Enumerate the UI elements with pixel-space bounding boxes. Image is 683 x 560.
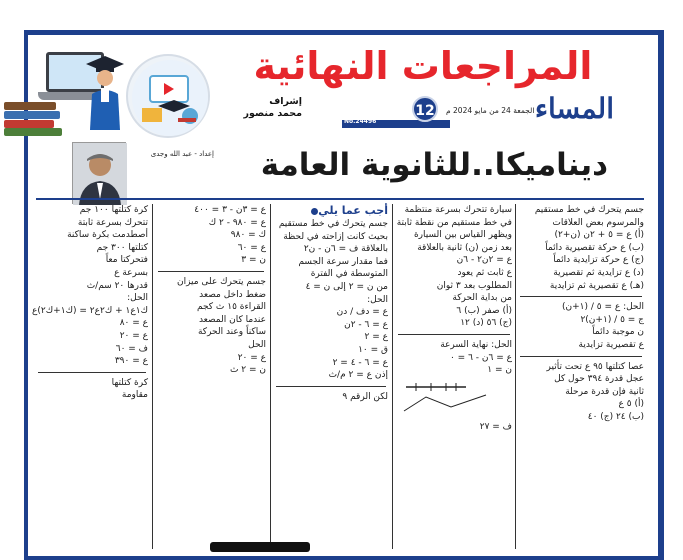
text-line: كرة كتلتها bbox=[111, 377, 148, 388]
text-line: ع = ٢ bbox=[364, 332, 388, 343]
column-1 bbox=[518, 204, 644, 549]
text-line: ع ثابت ثم يعود bbox=[457, 267, 512, 278]
text-line: المتوسطة في الفترة bbox=[310, 269, 388, 280]
text-line: ع = ٦٠ bbox=[237, 242, 266, 253]
text-line: ضغط داخل مصعد bbox=[199, 289, 266, 300]
answers-heading bbox=[274, 204, 388, 218]
text-line: ع = ٦ن - ٦ = ٠ bbox=[449, 352, 512, 363]
separator bbox=[38, 372, 146, 373]
separator bbox=[520, 296, 642, 297]
text-line: ج = ٥ / (١+ن)٢ bbox=[580, 314, 644, 325]
section-title: ديناميكا..للثانوية العامة bbox=[260, 147, 608, 183]
text-line: جسم يتحرك في خط مستقيم bbox=[534, 205, 644, 215]
text-line: عندما كان المصعد bbox=[198, 314, 266, 325]
text-line: والمرسوم بعض العلاقات bbox=[552, 217, 644, 228]
text-line: مقاومة bbox=[121, 390, 148, 401]
text-line: في خط مستقيم من نقطة ثابتة bbox=[396, 217, 512, 228]
title-rule bbox=[36, 198, 644, 200]
newspaper-masthead: المساء bbox=[534, 92, 614, 125]
header-illustration bbox=[4, 48, 229, 138]
column-divider bbox=[515, 204, 516, 549]
column-4 bbox=[156, 204, 266, 549]
text-line: الحل: ع = ٥ / (١+ن) bbox=[561, 302, 644, 313]
text-line: ك = ٩٨٠ bbox=[230, 230, 266, 241]
text-line: ع = ٩٨٠ - ٢ ك bbox=[208, 217, 266, 228]
text-line: ن = ٣ bbox=[241, 255, 266, 266]
column-2 bbox=[396, 204, 512, 549]
text-line: ع تقصيرية تزايدية bbox=[578, 339, 644, 350]
text-line: القراءة ١٥ ث كجم bbox=[196, 302, 266, 313]
bottom-bar bbox=[210, 542, 310, 552]
column-divider bbox=[152, 204, 153, 549]
text-line: (أ) ع = ٥ + ٢ن (ن+٢) bbox=[554, 230, 644, 241]
text-line: ع = ٣ن - ٣ = ٤٠٠ bbox=[194, 205, 266, 215]
text-line: قدرها ٢٠ سم/ث bbox=[86, 280, 148, 291]
text-line: جسم يتحرك في خط مستقيم bbox=[278, 219, 388, 229]
separator bbox=[276, 386, 386, 387]
issue-number: No.24496 bbox=[344, 118, 377, 125]
text-line: الحل: bbox=[127, 293, 148, 304]
publication-date: الجمعة 24 من مايو 2024 م bbox=[446, 106, 535, 115]
text-line: إذن ع = ٢ م/ث bbox=[328, 370, 388, 381]
text-line: (ب) ع حركة تقصيرية دائماً bbox=[545, 242, 644, 253]
banner-title: المراجعات النهائية bbox=[253, 44, 593, 88]
issue-badge: 12 bbox=[412, 96, 438, 122]
text-line: فتحركتا معاً bbox=[105, 255, 148, 266]
text-line: من ن = ٢ إلى ن = ٤ bbox=[305, 281, 388, 292]
text-line: بالعلاقة ف = ٦ن - ن٢ bbox=[303, 244, 388, 255]
separator bbox=[398, 334, 510, 335]
author-photo bbox=[72, 142, 126, 204]
text-line: كرة كتلتها ١٠٠ جم bbox=[79, 205, 148, 215]
text-line: ن = ٢ ث bbox=[229, 365, 266, 376]
text-line: بعد زمن (ن) ثانية بالعلاقة bbox=[417, 242, 512, 253]
graduate-icon bbox=[82, 54, 128, 130]
text-line: ع = ٣٩٠ bbox=[114, 356, 148, 367]
books-icon bbox=[4, 102, 64, 134]
number-line-sketch bbox=[396, 377, 506, 417]
text-line: بحيث كانت إزاحته في لحظة bbox=[283, 231, 388, 242]
column-divider bbox=[270, 204, 271, 549]
text-line: ع = ٦ - ٤ = ٢ bbox=[332, 357, 388, 368]
text-line: جسم يتحرك على ميزان bbox=[176, 276, 266, 287]
text-line: الحل bbox=[248, 339, 266, 350]
text-line: تتحرك بسرعة ثابتة bbox=[77, 217, 148, 228]
text-line: ثانية فإن قدرة مرحلة bbox=[565, 386, 644, 397]
education-icons-circle bbox=[126, 54, 210, 138]
column-5 bbox=[32, 204, 148, 549]
text-line: (أ) صفر (ب) ٦ bbox=[456, 305, 512, 316]
supervisor-label: إشراف bbox=[269, 96, 302, 107]
text-line: ف = ٢٧ bbox=[479, 421, 512, 432]
text-line: كتلتها ٣٠٠ جم bbox=[96, 242, 148, 253]
supervisor-name: محمد منصور bbox=[243, 108, 302, 119]
column-divider bbox=[392, 204, 393, 549]
frame-top-border bbox=[24, 30, 664, 35]
answers-heading-text: أجب عما يلي bbox=[318, 204, 388, 217]
text-line: فما مقدار سرعة الجسم bbox=[298, 256, 388, 267]
text-line: ع = ٢ن٢ - ٦ن bbox=[456, 255, 512, 266]
text-line: ع = دف / دن bbox=[336, 307, 388, 318]
text-line: من بداية الحركة bbox=[452, 293, 512, 304]
text-line: (ب) ٢٤ (ج) ٤٠ bbox=[587, 411, 644, 422]
author-line: إعداد - عبد الله وجدى bbox=[150, 150, 214, 158]
text-line: (ج) ٥٦ (د) ١٢ bbox=[460, 318, 512, 329]
text-line: المطلوب بعد ٣ ثوان bbox=[436, 280, 512, 291]
text-line: لكن الرقم ٩ bbox=[342, 391, 388, 402]
text-line: ع = ٢٠ bbox=[119, 330, 148, 341]
separator bbox=[520, 356, 642, 357]
text-line: ن = ١ bbox=[487, 365, 512, 376]
text-line: الحل: نهاية السرعة bbox=[440, 339, 512, 350]
text-line: (أ) ٥ ع bbox=[618, 399, 644, 410]
text-line: ع = ٢٠ bbox=[237, 352, 266, 363]
text-line: ف = ٦٠ bbox=[115, 343, 148, 354]
text-line: أصطدمت بكرة ساكنة bbox=[67, 230, 148, 241]
separator bbox=[158, 271, 264, 272]
text-line: ن موجبة دائماً bbox=[592, 327, 644, 338]
text-line: ق = ١٠ bbox=[358, 344, 388, 355]
column-3 bbox=[274, 204, 388, 549]
text-line: (هـ) ع تقصيرية ثم تزايدية bbox=[549, 280, 644, 291]
header-strip bbox=[232, 92, 612, 132]
text-line: ويظهر القياس بين السيارة bbox=[413, 230, 512, 241]
text-line: (ج) ع حركة تزايدية دائماً bbox=[553, 255, 644, 266]
text-line: عصا كتلتها ٩٥ ع تحت تأثير bbox=[546, 361, 644, 372]
text-line: ع = ٦ - ٢ن bbox=[344, 319, 388, 330]
text-line: بسرعة ع bbox=[114, 267, 148, 278]
text-line: الحل: bbox=[367, 294, 388, 305]
text-line: (د) ع تزايدية ثم تقصيرية bbox=[553, 267, 644, 278]
text-line: ك١ع١ + ك٢ع٢ = (ك١+ك٢)ع bbox=[32, 305, 148, 316]
text-line: سيارة تتحرك بسرعة منتظمة bbox=[404, 205, 512, 215]
text-line: عجل قدرة ٣٩٤ حول كل bbox=[554, 374, 644, 385]
text-line: ع = ٨٠ bbox=[119, 318, 148, 329]
supervisor-block bbox=[232, 96, 302, 120]
text-line: ساكناً وعند الحركة bbox=[197, 327, 266, 338]
